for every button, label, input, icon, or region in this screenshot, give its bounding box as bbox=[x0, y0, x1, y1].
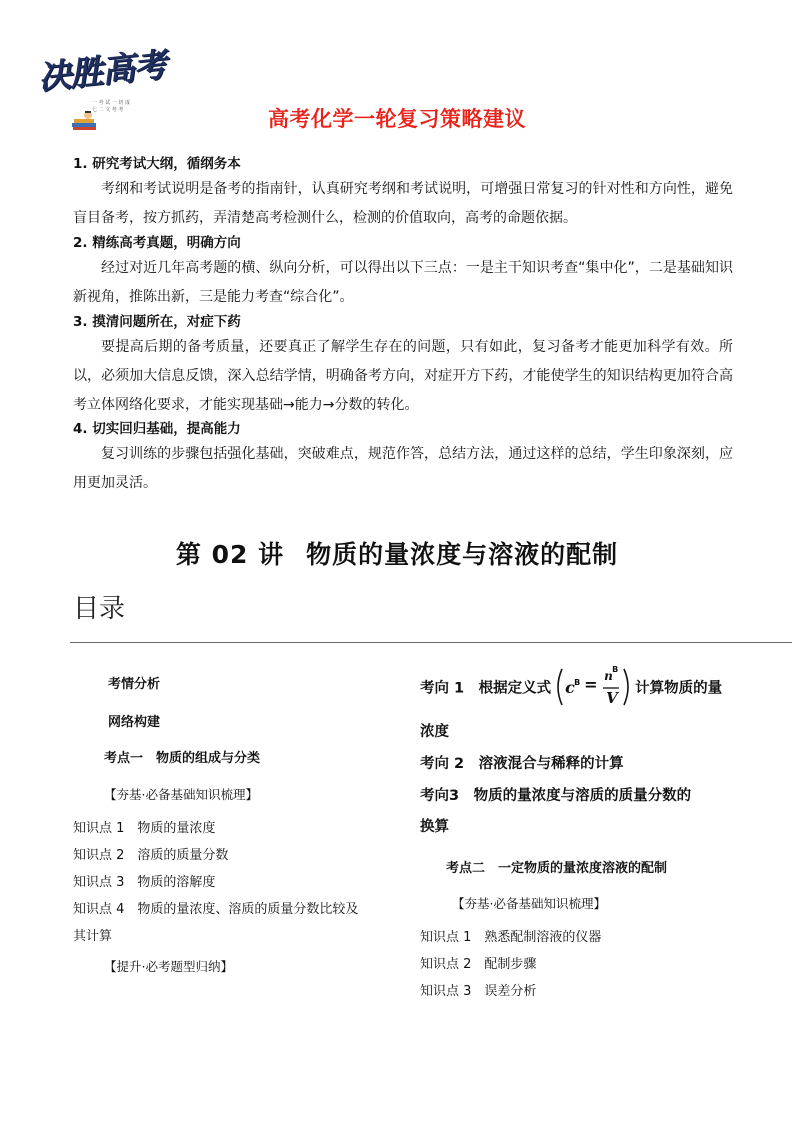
strategy-section-4 bbox=[73, 418, 733, 498]
toc-item-1-4[interactable]: 知识点 4 物质的量浓度、溶质的质量分数比较及 bbox=[73, 902, 359, 917]
toc-divider bbox=[70, 642, 792, 643]
logo-sub-line-1: 一 考 试 一 切 成 bbox=[92, 100, 130, 106]
concentration-formula bbox=[553, 666, 633, 708]
strategy-section-1 bbox=[73, 153, 733, 233]
formula-c-sub: B bbox=[574, 678, 581, 687]
kaoxiang-1-prefix: 考向 1 根据定义式 bbox=[420, 680, 552, 697]
toc-kaoxiang-3[interactable]: 考向3 物质的量浓度与溶质的质量分数的 bbox=[420, 788, 692, 804]
toc-kaoqing[interactable]: 考情分析 bbox=[108, 677, 161, 692]
formula-c: c bbox=[565, 678, 575, 697]
toc-hangji-2[interactable]: 【夯基·必备基础知识梳理】 bbox=[452, 896, 606, 911]
toc-item-1-1[interactable]: 知识点 1 物质的量浓度 bbox=[73, 821, 216, 836]
formula-equals: = bbox=[584, 675, 598, 694]
section-heading: 3. 摸清问题所在，对症下药 bbox=[73, 314, 241, 330]
toc-kaodian-2[interactable]: 考点二 一定物质的量浓度溶液的配制 bbox=[446, 861, 668, 876]
lecture-name: 物质的量浓度与溶液的配制 bbox=[306, 540, 619, 569]
section-heading: 4. 切实回归基础，提高能力 bbox=[73, 421, 241, 437]
toc-kaodian-1[interactable]: 考点一 物质的组成与分类 bbox=[104, 751, 261, 766]
logo-text: 决胜高考 bbox=[36, 44, 168, 97]
toc-item-1-4-cont[interactable]: 其计算 bbox=[73, 929, 113, 944]
kaoxiang-1-suffix: 计算物质的量 bbox=[635, 680, 723, 697]
toc-title: 目录 bbox=[73, 594, 126, 624]
toc-item-2-1[interactable]: 知识点 1 熟悉配制溶液的仪器 bbox=[420, 930, 602, 945]
toc-kaoxiang-1[interactable] bbox=[420, 666, 722, 708]
lecture-number: 第 02 讲 bbox=[175, 540, 285, 569]
toc-wangluo[interactable]: 网络构建 bbox=[108, 715, 161, 730]
page-title: 高考化学一轮复习策略建议 bbox=[268, 107, 526, 131]
toc-item-1-3[interactable]: 知识点 3 物质的溶解度 bbox=[73, 875, 216, 890]
toc-item-2-3[interactable]: 知识点 3 误差分析 bbox=[420, 984, 537, 999]
toc-hangji-1[interactable]: 【夯基·必备基础知识梳理】 bbox=[104, 787, 258, 802]
formula-n: n bbox=[604, 669, 613, 683]
section-body: 复习训练的步骤包括强化基础，突破难点，规范作答，总结方法，通过这样的总结，学生印象深刻，应用更加灵活。 bbox=[73, 446, 733, 491]
toc-tisheng-1[interactable]: 【提升·必考题型归纳】 bbox=[104, 959, 233, 974]
strategy-section-3 bbox=[73, 311, 733, 420]
section-body: 要提高后期的备考质量，还要真正了解学生存在的问题，只有如此，复习备考才能更加科学有效。所以，必须加大信息反馈，深入总结学情，明确备考方向，对症开方下药，才能使学生的知识结构更加符合高考立体网络化要求，才能实现基础→能力→分数的转化。 bbox=[73, 339, 733, 413]
section-body: 考纲和考试说明是备考的指南针，认真研究考纲和考试说明，可增强日常复习的针对性和方向性，避免盲目备考，按方抓药，弄清楚高考检测什么，检测的价值取向，高考的命题依据。 bbox=[73, 181, 733, 226]
section-body: 经过对近几年高考题的横、纵向分析，可以得出以下三点：一是主干知识考查“集中化”，二是基础知识新视角，推陈出新，三是能力考查“综合化”。 bbox=[73, 260, 733, 305]
formula-v: V bbox=[606, 689, 618, 707]
toc-item-1-2[interactable]: 知识点 2 溶质的质量分数 bbox=[73, 848, 229, 863]
strategy-section-2 bbox=[73, 232, 733, 312]
toc-item-2-2[interactable]: 知识点 2 配制步骤 bbox=[420, 957, 537, 972]
lecture-title bbox=[0, 535, 794, 571]
section-heading: 1. 研究考试大纲，循纲务本 bbox=[73, 156, 241, 172]
toc-kaoxiang-2[interactable]: 考向 2 溶液混合与稀释的计算 bbox=[420, 756, 624, 772]
section-heading: 2. 精练高考真题，明确方向 bbox=[73, 235, 241, 251]
toc-kaoxiang-1-cont[interactable]: 浓度 bbox=[420, 724, 449, 740]
logo-sub-line-2: 七 二 文 考 考 bbox=[92, 107, 124, 113]
formula-n-sub: B bbox=[612, 665, 619, 674]
toc-kaoxiang-3-cont[interactable]: 换算 bbox=[420, 819, 449, 835]
